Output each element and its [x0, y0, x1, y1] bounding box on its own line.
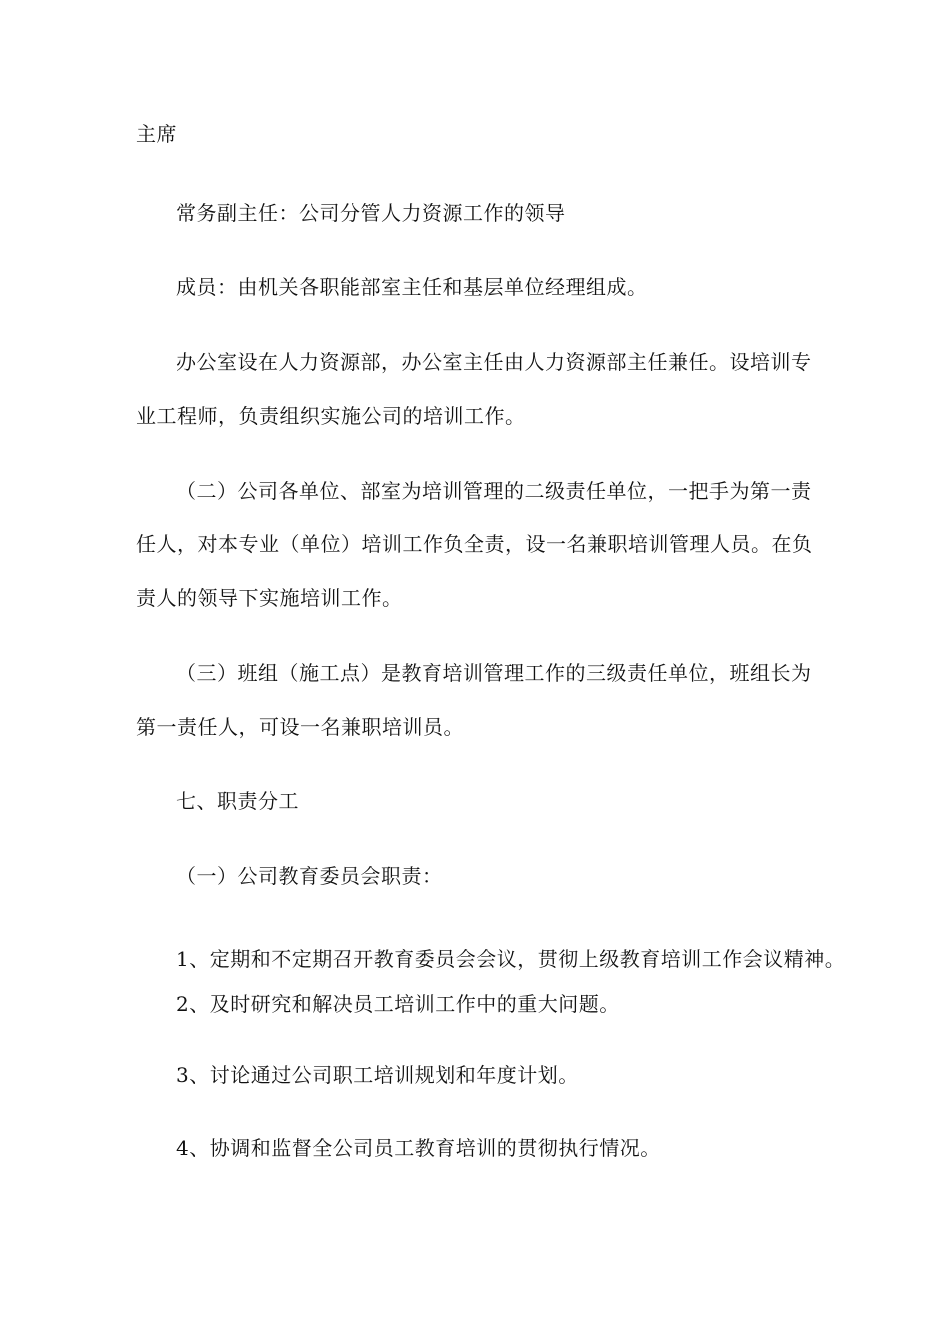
- list-item-1: 1、定期和不定期召开教育委员会会议，贯彻上级教育培训工作会议精神。: [176, 947, 846, 971]
- text-line-section-two-1: （二）公司各单位、部室为培训管理的二级责任单位，一把手为第一责: [176, 479, 812, 503]
- text-line-office-2: 业工程师，负责组织实施公司的培训工作。: [136, 404, 526, 428]
- text-line-section-three-1: （三）班组（施工点）是教育培训管理工作的三级责任单位，班组长为: [176, 661, 812, 685]
- text-line-section-three-2: 第一责任人，可设一名兼职培训员。: [136, 715, 464, 739]
- text-line-members: 成员：由机关各职能部室主任和基层单位经理组成。: [176, 275, 648, 299]
- list-item-3: 3、讨论通过公司职工培训规划和年度计划。: [176, 1063, 579, 1087]
- text-line-section-two-2: 任人，对本专业（单位）培训工作负全责，设一名兼职培训管理人员。在负: [136, 532, 813, 556]
- list-item-2: 2、及时研究和解决员工培训工作中的重大问题。: [176, 992, 620, 1016]
- subsection-heading-committee: （一）公司教育委员会职责：: [176, 864, 443, 888]
- text-line-vice-director: 常务副主任：公司分管人力资源工作的领导: [176, 201, 566, 225]
- section-heading-duties: 七、职责分工: [176, 789, 299, 813]
- text-line-section-two-3: 责人的领导下实施培训工作。: [136, 586, 403, 610]
- list-item-4: 4、协调和监督全公司员工教育培训的贯彻执行情况。: [176, 1136, 661, 1160]
- text-line-office-1: 办公室设在人力资源部，办公室主任由人力资源部主任兼任。设培训专: [176, 350, 812, 374]
- text-line-chair: 主席: [136, 122, 177, 146]
